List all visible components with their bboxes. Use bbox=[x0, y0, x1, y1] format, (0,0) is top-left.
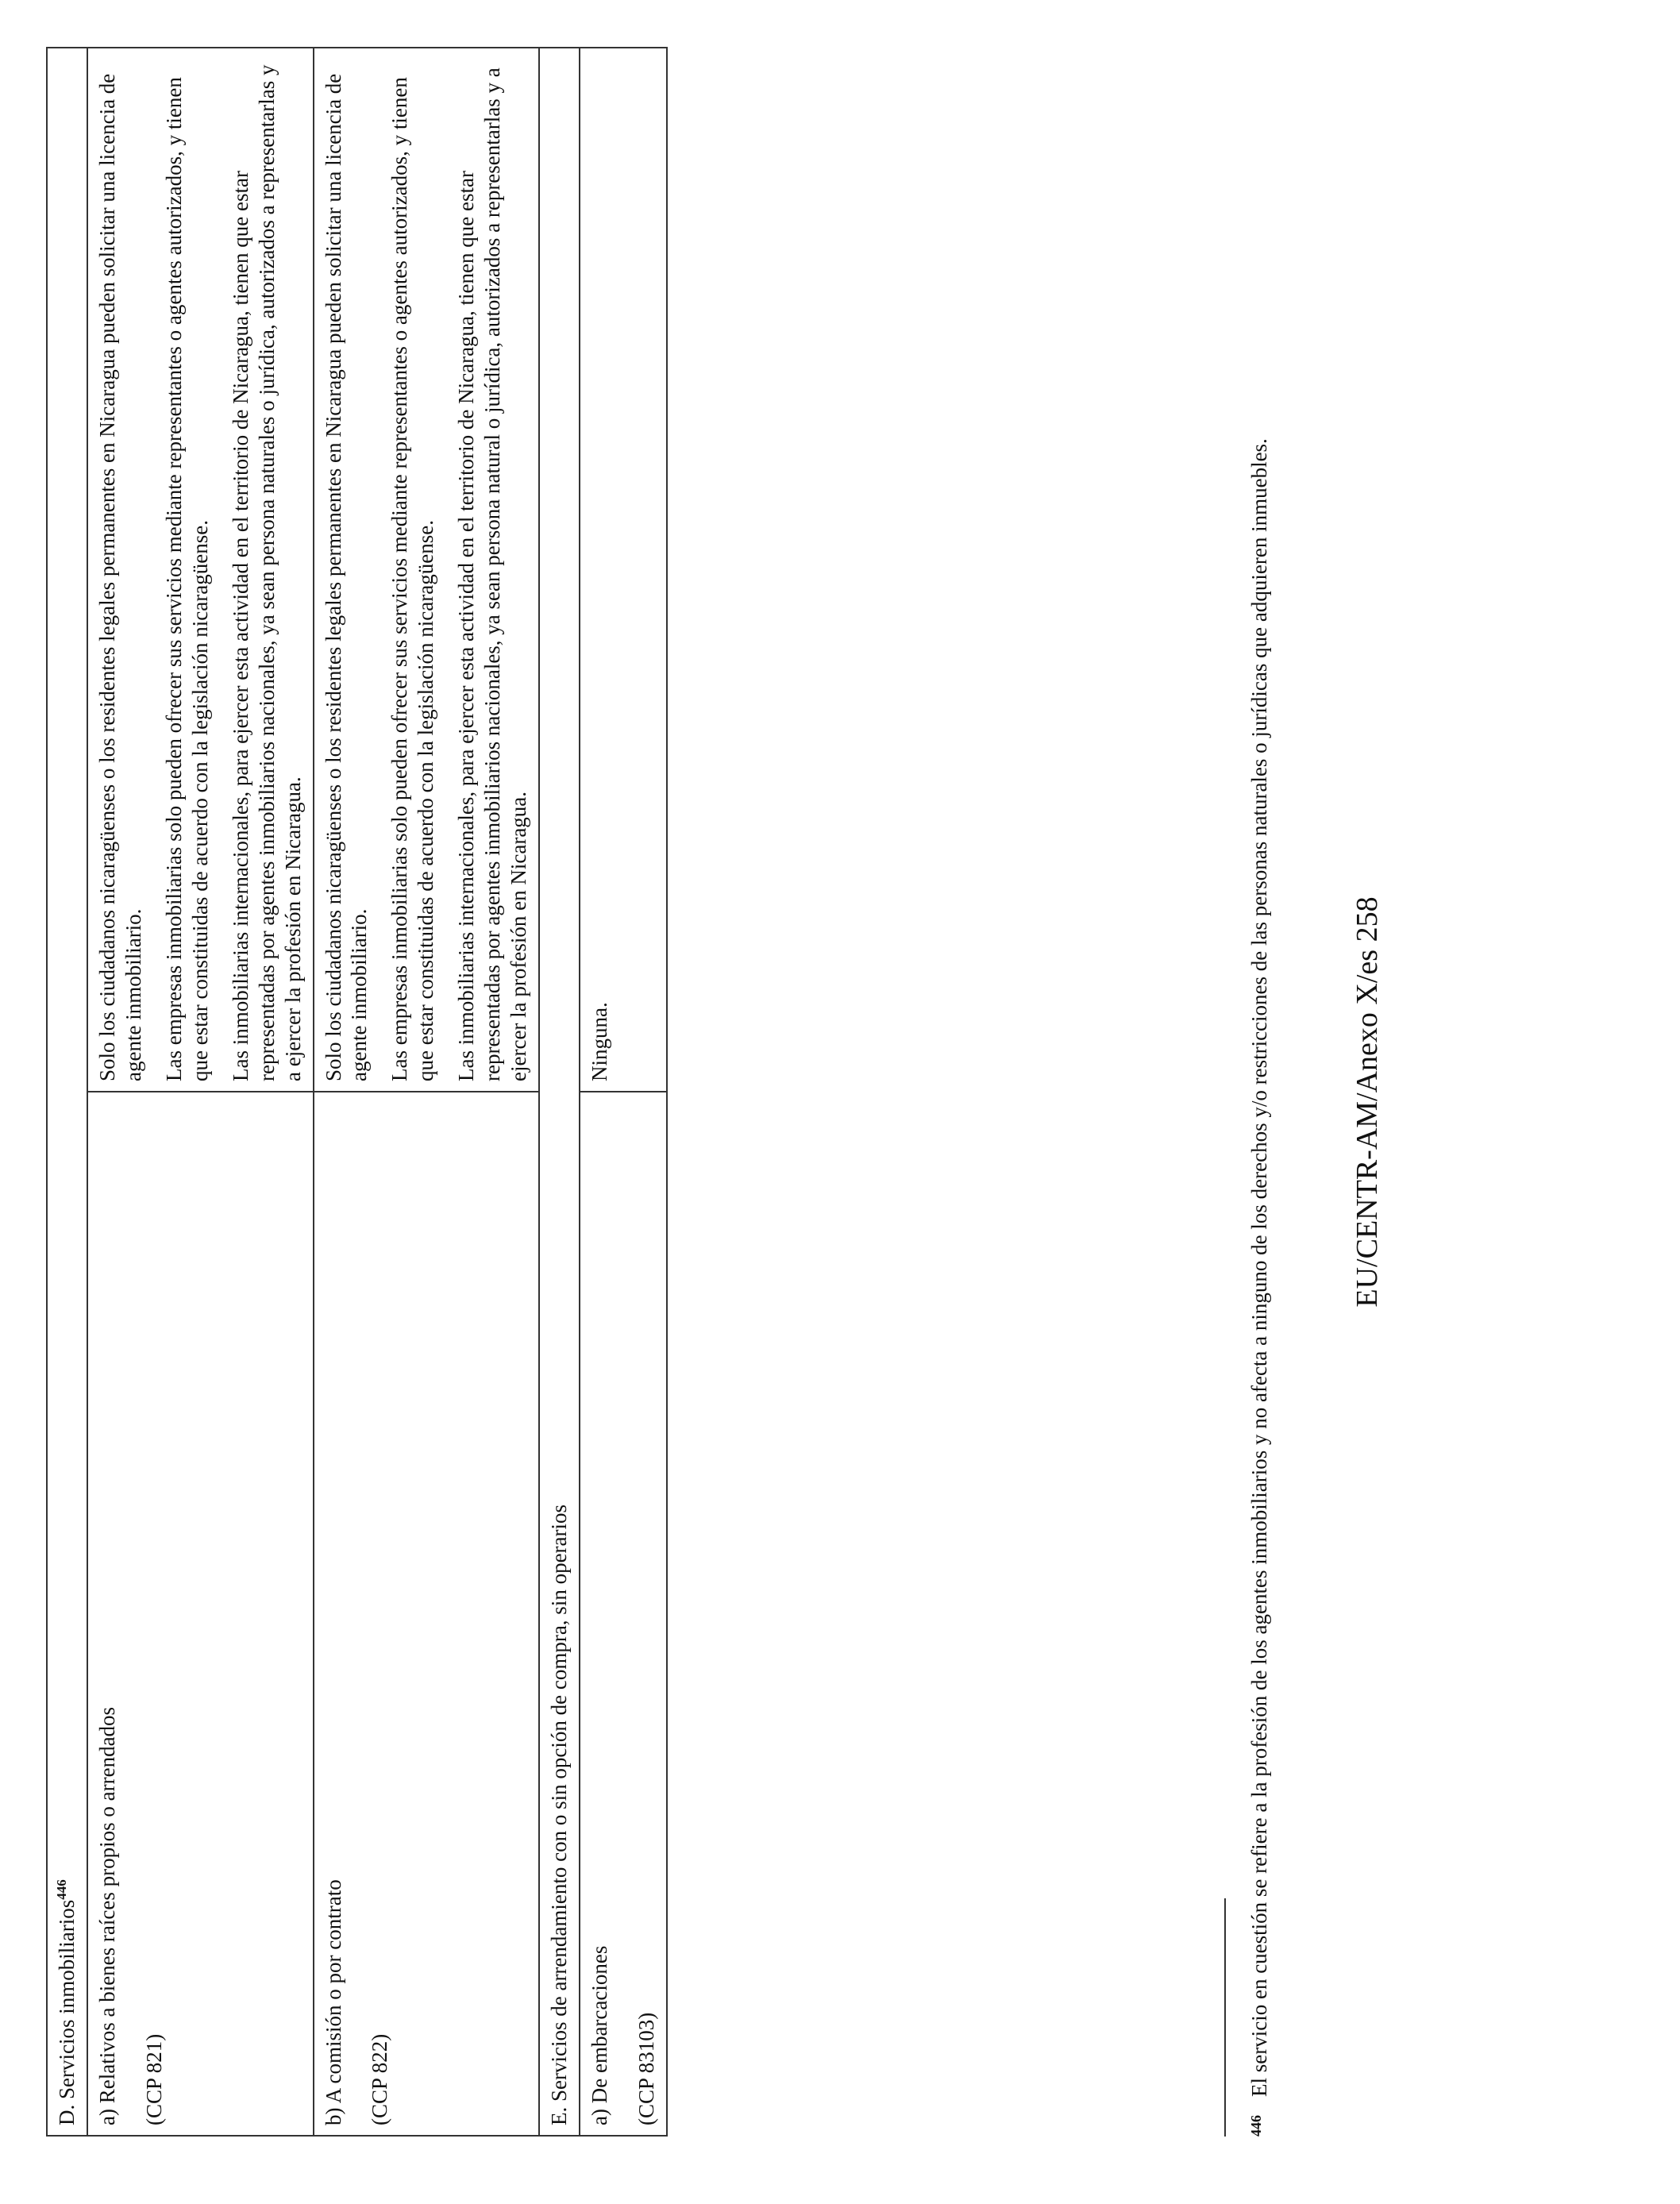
section-title: D. Servicios inmobiliarios bbox=[55, 1899, 79, 2125]
sector-cell bbox=[314, 1092, 540, 2136]
ccp-code: (CCP 83103) bbox=[634, 2012, 658, 2125]
footnote-divider bbox=[1224, 1898, 1226, 2137]
measure-paragraph: Las empresas inmobiliarias solo pueden ofrecer sus servicios mediante representantes o agentes autorizados, y tienen que estar constituidas de acuerdo con la legislación nicaragüense. bbox=[387, 77, 438, 1081]
table-row bbox=[314, 48, 540, 2136]
page-identifier: EU/CENTR-AM/Anexo X/es 258 bbox=[1351, 896, 1384, 1308]
measure-paragraph: Solo los ciudadanos nicaragüenses o los residentes legales permanentes en Nicaragua pueden solicitar una licencia de agente inmobiliario. bbox=[94, 73, 145, 1081]
measure-paragraph: Las empresas inmobiliarias solo pueden ofrecer sus servicios mediante representantes o agentes autorizados, y tienen que estar constituidas de acuerdo con la legislación nicaragüense. bbox=[161, 77, 212, 1081]
sector-cell bbox=[580, 1092, 667, 2136]
footnote-text: El servicio en cuestión se refiere a la profesión de los agentes inmobiliarios y no afecta a ninguno de los derechos y/o restricciones de las personas naturales o jurídicas que adquieren inmuebles. bbox=[1247, 438, 1271, 2097]
measure-paragraph: Ninguna. bbox=[588, 1002, 611, 1081]
section-header-e bbox=[539, 48, 580, 2136]
reservations-table bbox=[46, 47, 668, 2137]
measure-paragraph: Solo los ciudadanos nicaragüenses o los residentes legales permanentes en Nicaragua pueden solicitar una licencia de agente inmobiliario. bbox=[321, 73, 372, 1081]
sector-label: a) Relativos a bienes raíces propios o arrendados bbox=[94, 1706, 119, 2125]
ccp-code: (CCP 821) bbox=[141, 2033, 166, 2125]
measure-cell bbox=[580, 48, 667, 1092]
measure-cell bbox=[87, 48, 314, 1092]
section-row bbox=[47, 48, 87, 2136]
measure-paragraph: Las inmobiliarias internacionales, para ejercer esta actividad en el territorio de Nicaragua, tienen que estar representadas por agentes inmobiliarios nacionales, ya sean persona naturales o jurídica, autorizados a representarlas y a ejercer la profesión en Nicaragua. bbox=[228, 64, 305, 1081]
footnote-number: 446 bbox=[1248, 2115, 1264, 2137]
sector-label: b) A comisión o por contrato bbox=[321, 1879, 345, 2125]
section-row bbox=[539, 48, 580, 2136]
section-header-d bbox=[47, 48, 87, 2136]
ccp-code: (CCP 822) bbox=[368, 2033, 392, 2125]
sector-cell bbox=[87, 1092, 314, 2136]
measure-paragraph: Las inmobiliarias internacionales, para ejercer esta actividad en el territorio de Nicaragua, tienen que estar representadas por agentes inmobiliarios nacionales, ya sean persona natural o jurídica, autorizados a representarlas y a ejercer la profesión en Nicaragua. bbox=[454, 67, 531, 1081]
measure-cell bbox=[314, 48, 540, 1092]
section-title: E. Servicios de arrendamiento con o sin opción de compra, sin operarios bbox=[547, 1504, 572, 2125]
table-row bbox=[580, 48, 667, 2136]
footnote-reference: 446 bbox=[54, 1879, 69, 1900]
sector-label: a) De embarcaciones bbox=[588, 1945, 611, 2125]
table-row bbox=[87, 48, 314, 2136]
